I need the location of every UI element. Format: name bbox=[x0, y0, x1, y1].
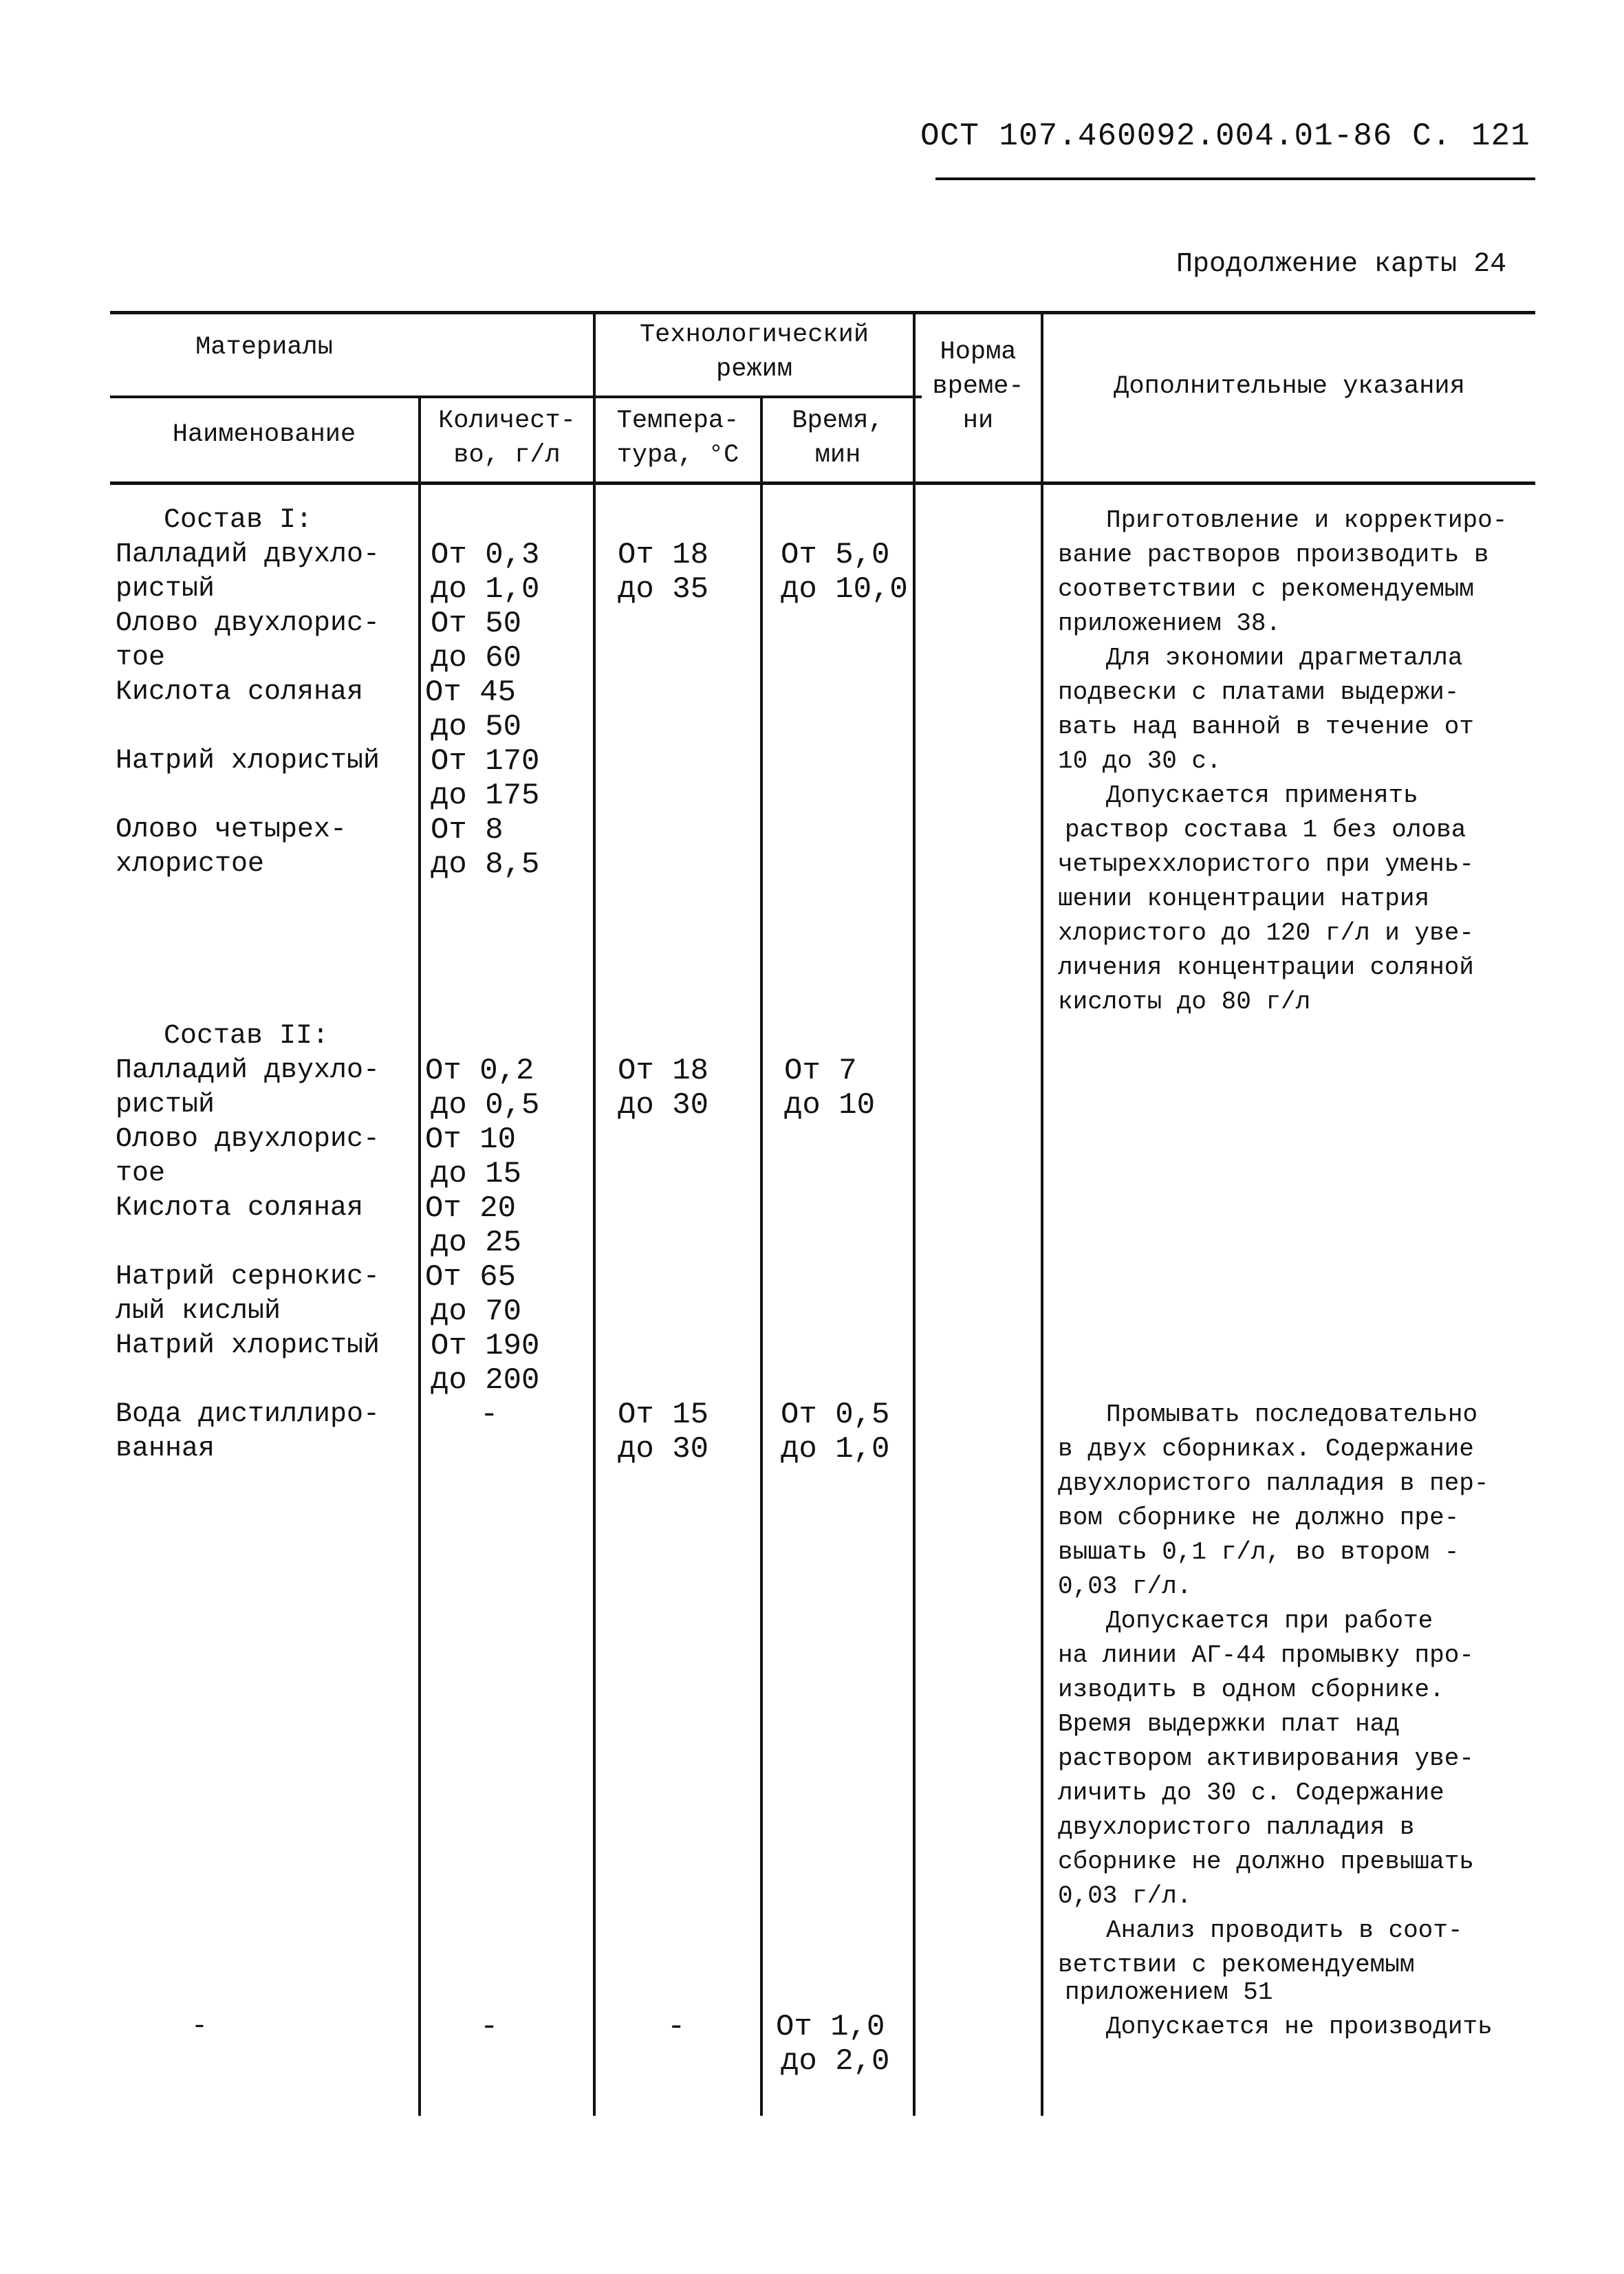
material-name: Палладий двухло- bbox=[116, 539, 380, 570]
quantity-dash: - bbox=[480, 2010, 499, 2044]
quantity-value: до 1,0 bbox=[431, 572, 540, 607]
col-divider-qty bbox=[418, 398, 421, 2116]
note-line: соответствии с рекомендуемым bbox=[1058, 575, 1474, 603]
continuation-label: Продолжение карты 24 bbox=[1176, 249, 1507, 280]
quantity-value: до 25 bbox=[431, 1226, 522, 1260]
header-extra-notes: Дополнительные указания bbox=[1114, 372, 1465, 401]
material-name: ристый bbox=[116, 574, 215, 605]
header-name: Наименование bbox=[172, 420, 356, 449]
quantity-value: до 8,5 bbox=[431, 847, 540, 882]
material-name: Вода дистиллиро- bbox=[116, 1399, 380, 1430]
note-line: личения концентрации соляной bbox=[1058, 953, 1474, 982]
header-quantity: Количест- во, г/л bbox=[438, 407, 576, 470]
material-name: Палладий двухло- bbox=[116, 1055, 380, 1086]
note-line: хлористого до 120 г/л и уве- bbox=[1058, 919, 1474, 947]
note-line: в двух сборниках. Содержание bbox=[1058, 1435, 1474, 1463]
material-name: ристый bbox=[116, 1090, 215, 1120]
note-line: вышать 0,1 г/л, во втором - bbox=[1058, 1538, 1460, 1566]
material-name: ванная bbox=[116, 1433, 215, 1464]
note-line: Для экономии драгметалла bbox=[1106, 644, 1463, 672]
document-code: ОСТ 107.460092.004.01-86 С. 121 bbox=[920, 118, 1530, 154]
quantity-value: до 60 bbox=[431, 641, 522, 675]
note-line: приложением 51 bbox=[1065, 1978, 1273, 2006]
quantity-value: От 8 bbox=[431, 813, 504, 847]
note-line: четыреххлористого при умень- bbox=[1058, 850, 1474, 878]
material-name: Олово четырех- bbox=[116, 814, 347, 845]
temperature-value: От 18 bbox=[618, 538, 709, 572]
time-value: до 10 bbox=[784, 1088, 876, 1123]
note-line: вом сборнике не должно пре- bbox=[1058, 1504, 1460, 1532]
note-line: раствор состава 1 без олова bbox=[1065, 816, 1466, 844]
temperature-value: до 30 bbox=[618, 1432, 709, 1466]
material-name-dash: - bbox=[191, 2011, 208, 2042]
col-divider-notes bbox=[1041, 313, 1043, 2116]
note-line: двухлористого палладия в пер- bbox=[1058, 1469, 1489, 1497]
note-line: изводить в одном сборнике. bbox=[1058, 1676, 1444, 1704]
quantity-value: до 0,5 bbox=[431, 1088, 540, 1123]
material-name: тое bbox=[116, 1158, 166, 1189]
header-bottom-rule bbox=[110, 481, 1535, 485]
quantity-value: От 0,2 bbox=[425, 1054, 534, 1088]
note-line: Промывать последовательно bbox=[1106, 1400, 1478, 1429]
time-value: От 5,0 bbox=[781, 538, 890, 572]
quantity-value: до 15 bbox=[431, 1157, 522, 1191]
composition-2-title: Состав II: bbox=[164, 1021, 329, 1052]
temperature-value: до 35 bbox=[618, 572, 709, 607]
material-name: Натрий сернокис- bbox=[116, 1261, 380, 1292]
material-name: лый кислый bbox=[116, 1296, 281, 1327]
material-name: Натрий хлористый bbox=[116, 1330, 380, 1361]
note-line: 0,03 г/л. bbox=[1058, 1882, 1192, 1910]
time-value: до 2,0 bbox=[781, 2044, 890, 2079]
header-rule bbox=[935, 177, 1535, 180]
quantity-value: до 50 bbox=[431, 710, 522, 744]
note-line: подвески с платами выдержи- bbox=[1058, 678, 1460, 706]
quantity-value: От 10 bbox=[425, 1123, 517, 1157]
material-name: Олово двухлорис- bbox=[116, 1124, 380, 1155]
col-divider-time bbox=[760, 398, 763, 2116]
quantity-dash: - bbox=[480, 1398, 499, 1432]
time-value: От 0,5 bbox=[781, 1398, 890, 1432]
temperature-dash: - bbox=[667, 2010, 686, 2044]
note-line: Время выдержки плат над bbox=[1058, 1710, 1400, 1738]
temperature-value: От 18 bbox=[618, 1054, 709, 1088]
col-divider-temp bbox=[593, 313, 596, 2116]
quantity-value: до 70 bbox=[431, 1295, 522, 1329]
note-line: Анализ проводить в соот- bbox=[1106, 1916, 1463, 1945]
quantity-value: От 20 bbox=[425, 1191, 517, 1226]
quantity-value: до 200 bbox=[431, 1363, 540, 1398]
note-line: Допускается не производить bbox=[1106, 2013, 1493, 2041]
time-value: От 1,0 bbox=[776, 2010, 885, 2044]
note-line: личить до 30 с. Содержание bbox=[1058, 1779, 1444, 1807]
quantity-value: От 170 bbox=[431, 744, 540, 779]
header-time: Время, мин bbox=[792, 407, 884, 470]
composition-1-title: Состав I: bbox=[164, 505, 313, 536]
material-name: Кислота соляная bbox=[116, 677, 364, 708]
col-divider-norm bbox=[913, 313, 916, 2116]
temperature-value: до 30 bbox=[618, 1088, 709, 1123]
note-line: сборнике не должно превышать bbox=[1058, 1848, 1474, 1876]
time-value: От 7 bbox=[784, 1054, 857, 1088]
quantity-value: От 0,3 bbox=[431, 538, 540, 572]
note-line: приложением 38. bbox=[1058, 609, 1281, 638]
note-line: Допускается применять bbox=[1106, 781, 1418, 810]
note-line: двухлористого палладия в bbox=[1058, 1813, 1415, 1841]
header-temperature: Темпера- тура, °С bbox=[616, 407, 739, 470]
table-top-rule bbox=[110, 311, 1535, 314]
note-line: ветствии с рекомендуемым bbox=[1058, 1951, 1415, 1979]
material-name: Кислота соляная bbox=[116, 1193, 364, 1224]
material-name: тое bbox=[116, 642, 166, 673]
quantity-value: От 45 bbox=[425, 675, 517, 710]
note-line: 0,03 г/л. bbox=[1058, 1572, 1192, 1601]
note-line: вание растворов производить в bbox=[1058, 541, 1489, 569]
note-line: шении концентрации натрия bbox=[1058, 885, 1430, 913]
material-name: Олово двухлорис- bbox=[116, 608, 380, 639]
quantity-value: От 190 bbox=[431, 1329, 540, 1363]
material-name: хлористое bbox=[116, 849, 265, 880]
note-line: Приготовление и корректиро- bbox=[1106, 506, 1508, 534]
time-value: до 10,0 bbox=[781, 572, 908, 607]
time-value: до 1,0 bbox=[781, 1432, 890, 1466]
quantity-value: до 175 bbox=[431, 779, 540, 813]
note-line: на линии АГ-44 промывку про- bbox=[1058, 1641, 1474, 1669]
note-line: кислоты до 80 г/л bbox=[1058, 988, 1311, 1016]
note-line: раствором активирования уве- bbox=[1058, 1744, 1474, 1773]
header-materials: Материалы bbox=[195, 333, 333, 362]
note-line: вать над ванной в течение от bbox=[1058, 713, 1474, 741]
note-line: 10 до 30 с. bbox=[1058, 747, 1222, 775]
quantity-value: От 50 bbox=[431, 607, 522, 641]
quantity-value: От 65 bbox=[425, 1260, 517, 1295]
header-norm-time: Норма време- ни bbox=[932, 338, 1024, 435]
material-name: Натрий хлористый bbox=[116, 746, 380, 777]
note-line: Допускается при работе bbox=[1106, 1607, 1433, 1635]
header-tech-mode: Технологический режим bbox=[639, 321, 869, 384]
materials-sub-rule bbox=[110, 396, 922, 398]
temperature-value: От 15 bbox=[618, 1398, 709, 1432]
